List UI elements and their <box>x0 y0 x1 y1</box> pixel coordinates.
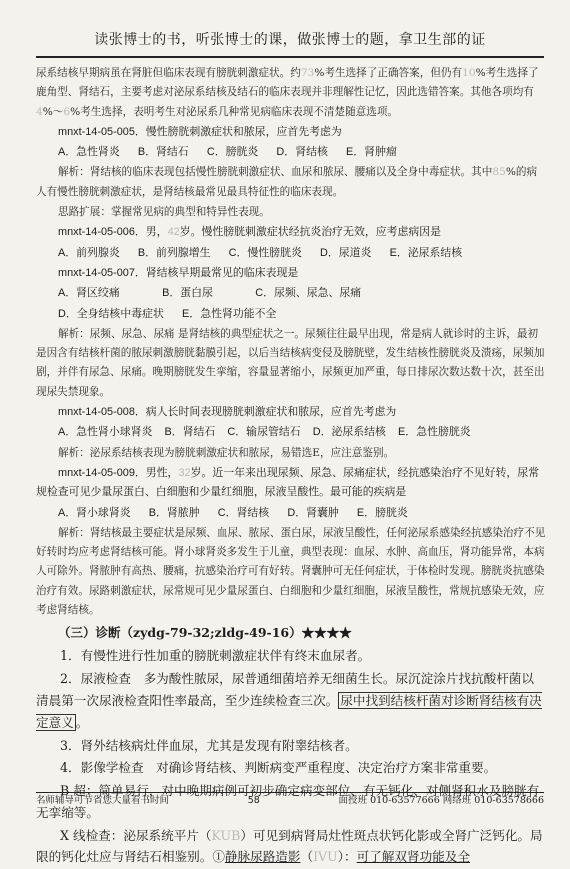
question-stem-009: mnxt-14-05-009．男性，32岁。近一年来出现尿频、尿急、尿痛症状，经抗感染治疗不见好转，尿常规检查可见少量尿蛋白、白细胞和少量红细胞，尿液呈酸性。最可能的疾病是 <box>36 466 540 499</box>
highlighted-text: 尿中找到结核杆菌对诊断肾结核有决定意义 <box>36 692 542 730</box>
question-options-007-row1: A．肾区绞痛 B．蛋白尿 C．尿频、尿急、尿痛 <box>58 287 362 300</box>
question-explanation-007: 解析：尿频、尿急、尿痛 是肾结核的典型症状之一。尿频往往最早出现，常是病人就诊时的主诉，最初是因含有结核杆菌的脓尿刺激膀胱黏膜引起，以后当结核病变侵及膀胱壁，发生结核性膀胱炎及溃疡，尿频加剧，并伴有尿急、尿痛。晚期膀胱发生挛缩，容量显著缩小，尿频更加严重，每日排尿次数达数十次，甚至出现尿失禁现象。 <box>36 327 545 398</box>
page-number: 58 <box>247 795 260 806</box>
question-options-007-row2: D．全身结核中毒症状 E．急性肾功能不全 <box>58 307 277 320</box>
page-content <box>36 64 546 869</box>
question-stem-005: mnxt-14-05-005．慢性膀胱刺激症状和脓尿，应首先考虑为 <box>58 125 342 138</box>
explanation-paragraph: 尿系结核早期病虽在肾脏但临床表现有膀胱刺激症状。约73%考生选择了正确答案，但仍有10%考生选择了鹿角型、肾结石，主要考虑对泌尿系结核及结石的临床表现并非理解性记忆，因此选错答案。其他各项均有4%～6%考生选择，表明考生对泌尿系几种常见病临床表现不清楚随意选项。 <box>36 67 539 118</box>
question-options-009: A．肾小球肾炎 B．肾脓肿 C．肾结核 D．肾囊肿 E．膀胱炎 <box>58 506 408 519</box>
diagnosis-item-2: 2．尿液检查 多为酸性脓尿，尿普通细菌培养无细菌生长。尿沉淀涂片找抗酸杆菌以清晨第一次尿液检查阳性率最高，至少连续检查三次。 尿中找到结核杆菌对诊断肾结核有决定意义 。 <box>36 671 542 730</box>
section-title-diagnosis: （三）诊断（zydg-79-32;zldg-49-16）★★★★ <box>58 625 352 641</box>
footer-contact: 面授班 010-63577666 网络班 010-63578666 <box>338 795 544 806</box>
diagnosis-item-b-ultrasound: B 超：简单易行，对中晚期病例可初步确定病变部位、有无钙化、对侧肾积水及膀胱有无挛缩等。 <box>36 783 540 820</box>
page-footer <box>36 792 544 809</box>
diagnosis-item-4: 4．影像学检查 对确诊肾结核、判断病变严重程度、决定治疗方案非常重要。 <box>60 760 497 776</box>
question-stem-008: mnxt-14-05-008．病人长时间表现膀胱刺激症状和脓尿，应首先考虑为 <box>58 406 397 419</box>
diagnosis-item-x-ray: X 线检查：泌尿系统平片（KUB）可见到病肾局灶性斑点状钙化影或全肾广泛钙化。局限的钙化灶应与肾结石相鉴别。①静脉尿路造影（IVU）：可了解双肾功能及全 <box>36 827 543 865</box>
page-header: 读张博士的书，听张博士的课，做张博士的题，拿卫生部的证 <box>36 26 544 58</box>
question-explanation-008: 解析：泌尿系结核表现为膀胱刺激症状和脓尿，易错选E，应注意鉴别。 <box>58 446 395 459</box>
question-options-005: A．急性肾炎 B．肾结石 C．膀胱炎 D．肾结核 E．肾肿瘤 <box>58 146 397 159</box>
question-stem-006: mnxt-14-05-006．男，42岁。慢性膀胱刺激症状经抗炎治疗无效，应考虑病因是 <box>58 226 442 239</box>
question-explanation-005: 解析：肾结核的临床表现包括慢性膀胱刺激症状、血尿和脓尿、腰痛以及全身中毒症状。其中85%的病人有慢性膀胱刺激症状，是肾结核最常见最具特征性的临床表现。 <box>36 166 538 198</box>
question-options-006: A．前列腺炎 B．前列腺增生 C．慢性膀胱炎 D．尿道炎 E．泌尿系结核 <box>58 246 463 259</box>
diagnosis-item-1: 1．有慢性进行性加重的膀胱刺激症状伴有终末血尿者。 <box>60 648 371 664</box>
question-explanation-009: 解析：肾结核最主要症状是尿频、血尿、脓尿、蛋白尿，尿液呈酸性，任何泌尿系感染经抗感染治疗不见好转时均应考虑肾结核可能。肾小球肾炎多发生于儿童，典型表现：血尿、水肿、高血压，肾功能异常，本病人可除外。肾脓肿有高热、腰痛，抗感染治疗可有好转。肾囊肿可无任何症状，于体检时发现。膀胱炎抗感染治疗有效。尿路刺激症状，尿常规可见少量尿蛋白、白细胞和少量红细胞，尿液呈酸性，常规抗感染无效，应考虑肾结核。 <box>36 526 546 617</box>
diagnosis-item-3: 3．肾外结核病灶伴血尿，尤其是发现有附睾结核者。 <box>60 737 358 753</box>
question-options-008: A．急性肾小球肾炎 B．肾结石 C．输尿管结石 D．泌尿系结核 E．急性膀胱炎 <box>58 426 471 439</box>
question-stem-007: mnxt-14-05-007．肾结核早期最常见的临床表现是 <box>58 266 299 279</box>
thinking-extension-005: 思路扩展：掌握常见病的典型和特异性表现。 <box>58 206 270 219</box>
footer-slogan: 名师辅导可节省您大量看书时间 <box>36 795 170 806</box>
